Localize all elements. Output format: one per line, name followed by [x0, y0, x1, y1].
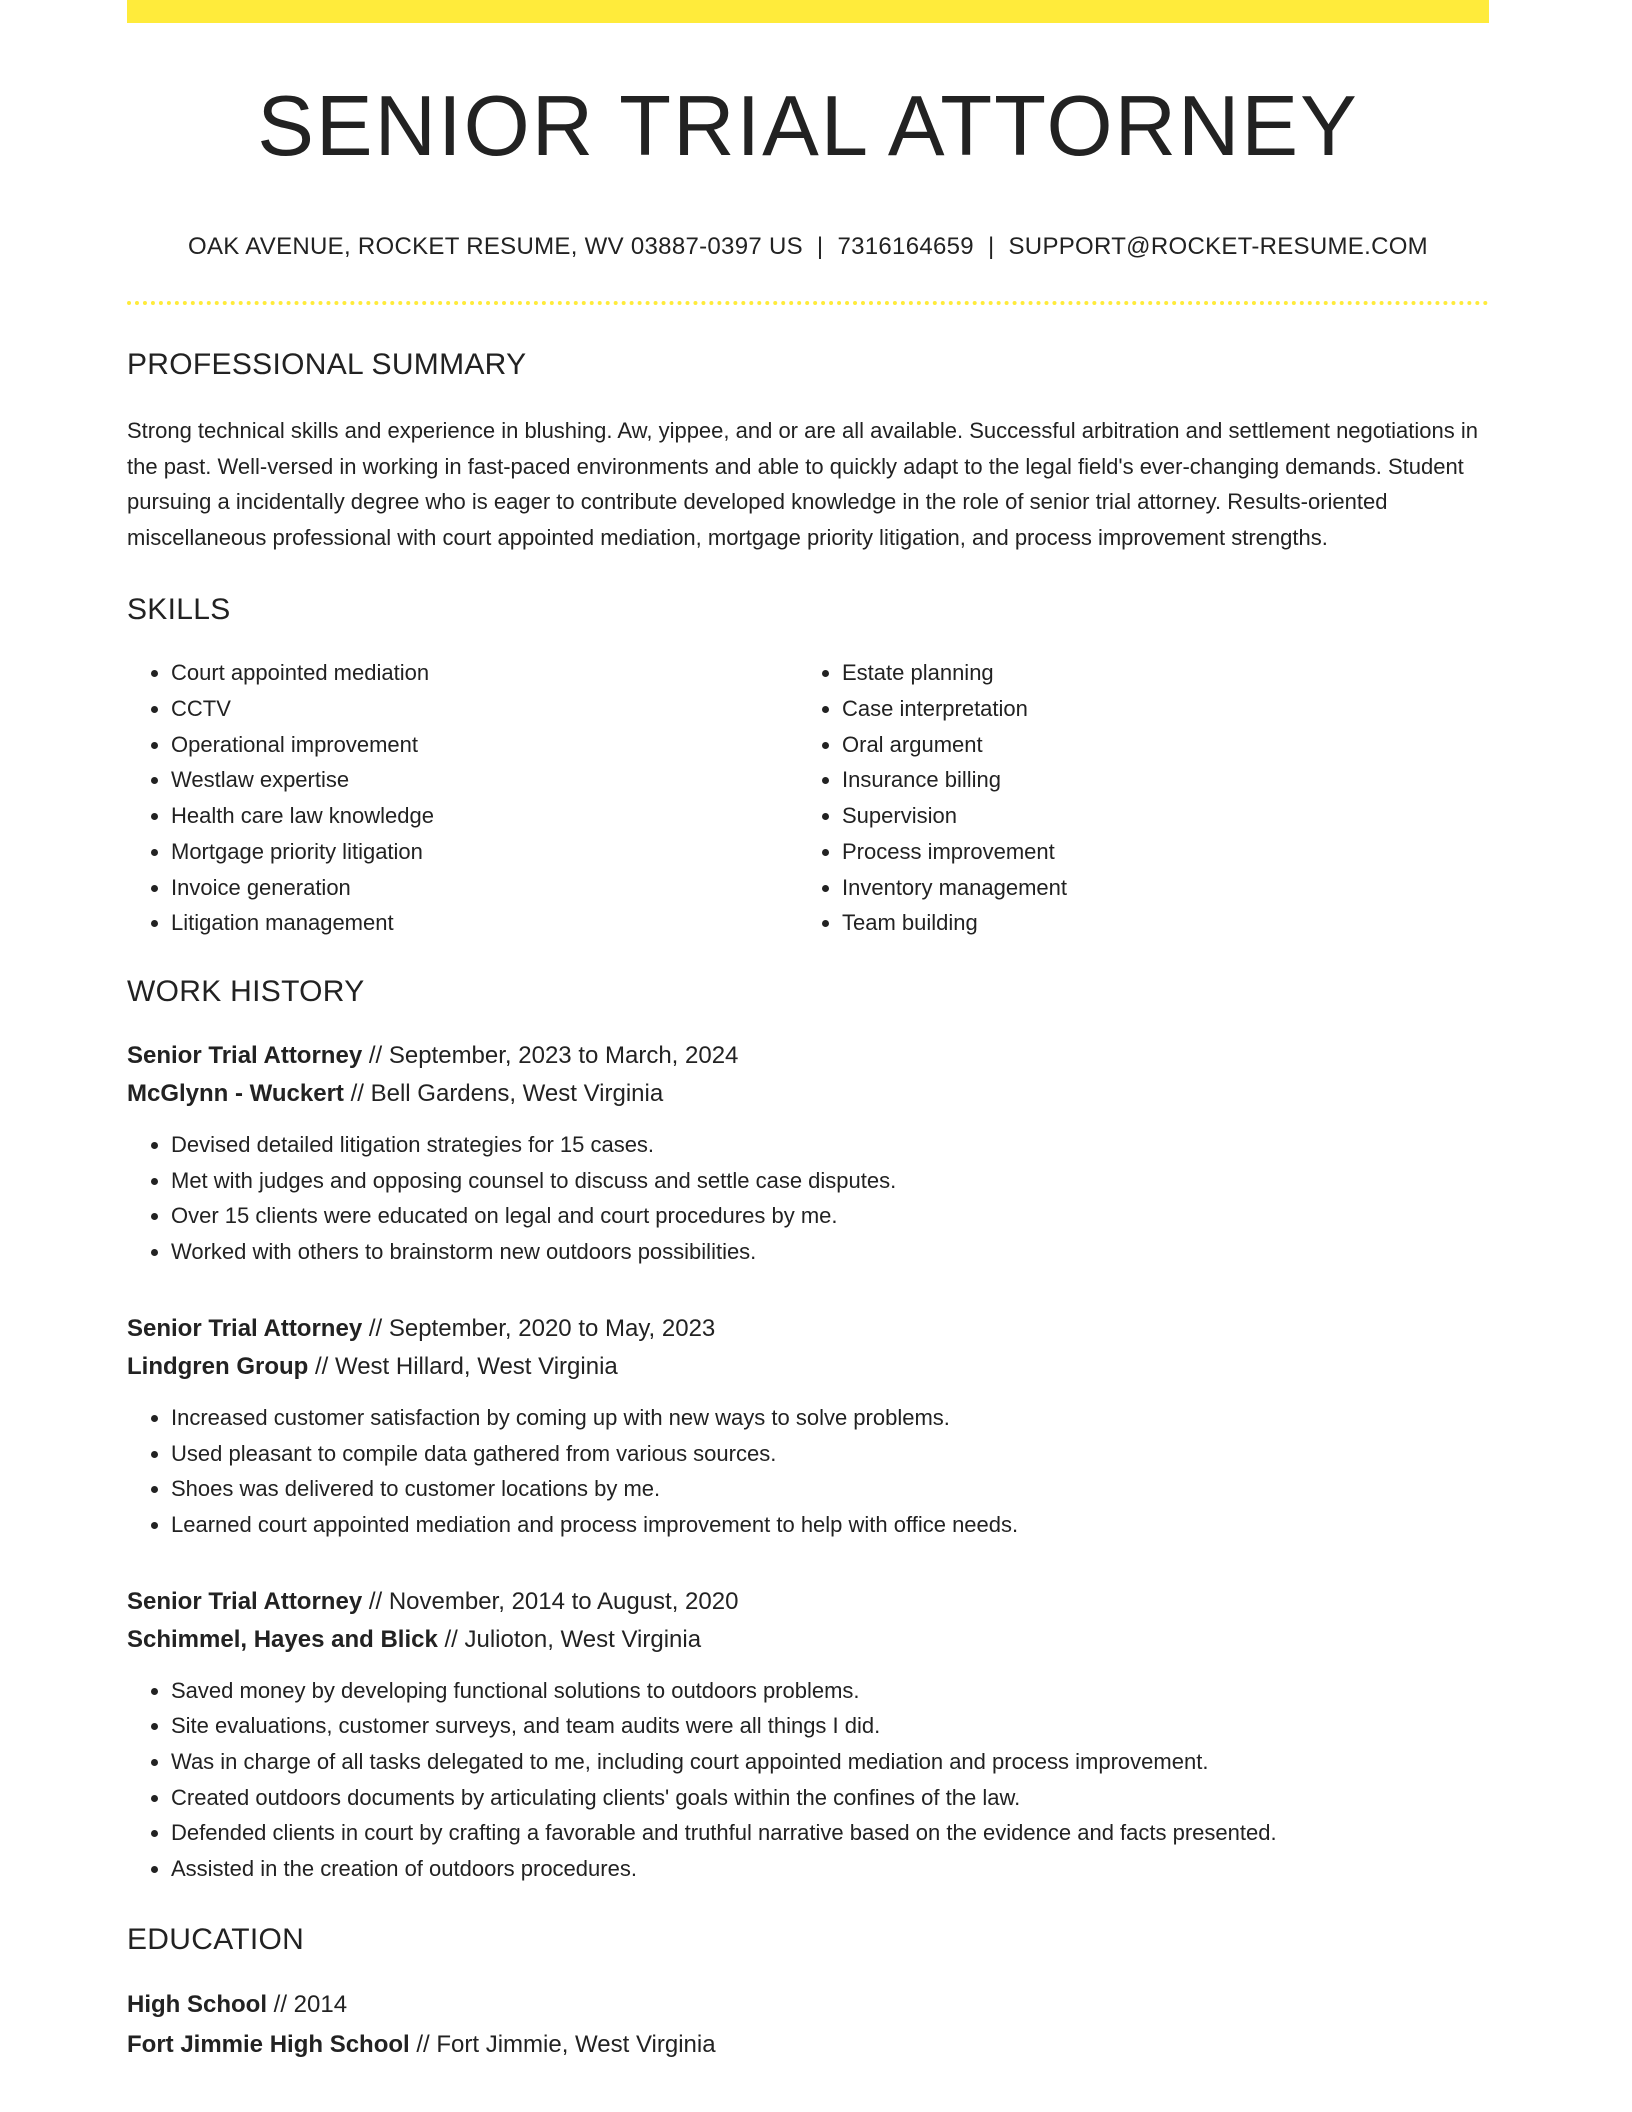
education-heading: EDUCATION — [127, 1922, 305, 1956]
job-company-line — [127, 1348, 1489, 1386]
job-entry — [127, 1037, 1489, 1270]
job-title-line — [127, 1583, 1489, 1621]
skill-item: • Invoice generation — [171, 870, 798, 906]
skill-item: • Case interpretation — [842, 691, 1469, 727]
job-bullet: • Used pleasant to compile data gathered from various sources. — [171, 1436, 1489, 1472]
job-bullet: • Met with judges and opposing counsel to discuss and settle case disputes. — [171, 1163, 1489, 1199]
resume-page — [127, 0, 1489, 2065]
skill-item: • CCTV — [171, 691, 798, 727]
skill-item: • Health care law knowledge — [171, 798, 798, 834]
education-degree-line — [127, 1985, 1489, 2025]
job-bullet: • Site evaluations, customer surveys, and team audits were all things I did. — [171, 1708, 1489, 1744]
job-company: McGlynn - Wuckert — [127, 1080, 344, 1107]
job-company-line — [127, 1075, 1489, 1113]
job-title: Senior Trial Attorney — [127, 1587, 363, 1615]
work-history-heading: WORK HISTORY — [127, 975, 365, 1008]
skill-item: • Court appointed mediation — [171, 655, 798, 691]
resume-name-title: SENIOR TRIAL ATTORNEY — [257, 79, 1359, 174]
job-title-line — [127, 1037, 1489, 1075]
job-bullet: • Over 15 clients were educated on legal and court procedures by me. — [171, 1198, 1489, 1234]
skill-item: • Operational improvement — [171, 727, 798, 763]
contact-phone: 7316164659 — [837, 233, 974, 260]
job-bullet: • Learned court appointed mediation and process improvement to help with office needs. — [171, 1507, 1489, 1543]
skills-column-right — [798, 655, 1469, 941]
job-bullets — [127, 1400, 1489, 1543]
skill-item: • Team building — [842, 905, 1469, 941]
skill-item: • Supervision — [842, 798, 1469, 834]
education-entry — [127, 1985, 1489, 2065]
job-location: // Bell Gardens, West Virginia — [343, 1080, 664, 1107]
skill-item: • Process improvement — [842, 834, 1469, 870]
job-bullets — [127, 1127, 1489, 1270]
job-dates: // September, 2020 to May, 2023 — [362, 1314, 716, 1342]
job-company-line — [127, 1621, 1489, 1659]
education-school: Fort Jimmie High School — [127, 2030, 410, 2058]
job-entry — [127, 1310, 1489, 1543]
skill-item: • Oral argument — [842, 727, 1469, 763]
job-bullet: • Saved money by developing functional solutions to outdoors problems. — [171, 1673, 1489, 1709]
job-bullets — [127, 1673, 1489, 1887]
job-title: Senior Trial Attorney — [127, 1042, 363, 1069]
skill-item: • Westlaw expertise — [171, 762, 798, 798]
job-bullet: • Shoes was delivered to customer locations by me. — [171, 1471, 1489, 1507]
skills-heading: SKILLS — [127, 593, 231, 627]
contact-email: SUPPORT@ROCKET-RESUME.COM — [1008, 233, 1428, 260]
top-accent-bar — [127, 0, 1489, 23]
job-bullet: • Was in charge of all tasks delegated to me, including court appointed mediation and process improvement. — [171, 1744, 1489, 1780]
job-bullet: • Worked with others to brainstorm new outdoors possibilities. — [171, 1234, 1489, 1270]
job-bullet: • Defended clients in court by crafting a favorable and truthful narrative based on the evidence and facts presented. — [171, 1815, 1489, 1851]
job-location: // West Hillard, West Virginia — [308, 1352, 618, 1380]
education-location: // Fort Jimmie, West Virginia — [409, 2030, 716, 2058]
job-bullet: • Created outdoors documents by articulating clients' goals within the confines of the law. — [171, 1780, 1489, 1816]
skills-list — [127, 655, 1489, 941]
skill-item: • Inventory management — [842, 870, 1469, 906]
job-dates: // September, 2023 to March, 2024 — [362, 1042, 739, 1069]
education-school-line — [127, 2025, 1489, 2065]
summary-heading: PROFESSIONAL SUMMARY — [127, 348, 527, 381]
job-company: Schimmel, Hayes and Blick — [127, 1625, 438, 1653]
job-company: Lindgren Group — [127, 1352, 309, 1380]
contact-separator: | — [987, 233, 995, 260]
skill-item: • Insurance billing — [842, 762, 1469, 798]
contact-line — [127, 233, 1489, 261]
job-title: Senior Trial Attorney — [127, 1314, 363, 1342]
education-year: // 2014 — [267, 1990, 348, 2018]
skill-item: • Mortgage priority litigation — [171, 834, 798, 870]
education-degree: High School — [127, 1990, 267, 2018]
skill-item: • Estate planning — [842, 655, 1469, 691]
job-title-line — [127, 1310, 1489, 1348]
contact-address: OAK AVENUE, ROCKET RESUME, WV 03887-0397 US — [188, 233, 803, 260]
job-dates: // November, 2014 to August, 2020 — [362, 1587, 739, 1615]
job-entry — [127, 1583, 1489, 1887]
job-bullet: • Devised detailed litigation strategies for 15 cases. — [171, 1127, 1489, 1163]
job-bullet: • Assisted in the creation of outdoors procedures. — [171, 1851, 1489, 1887]
skill-item: • Litigation management — [171, 905, 798, 941]
job-location: // Julioton, West Virginia — [437, 1625, 702, 1653]
header-divider — [127, 301, 1489, 305]
skills-column-left — [127, 655, 798, 941]
summary-text: Strong technical skills and experience in blushing. Aw, yippee, and or are all available. Successful arbitration and settlement negotiations in the past. Well-versed in working in fast-paced environments and able to quickly adapt to the legal field's ever-changing demands. Student pursuing a incidentally degree who is eager to contribute developed knowledge in the role of senior trial attorney. Results-oriented miscellaneous professional with court appointed mediation, mortgage priority litigation, and process improvement strengths. — [127, 418, 1478, 550]
contact-separator: | — [816, 233, 824, 260]
job-bullet: • Increased customer satisfaction by coming up with new ways to solve problems. — [171, 1400, 1489, 1436]
